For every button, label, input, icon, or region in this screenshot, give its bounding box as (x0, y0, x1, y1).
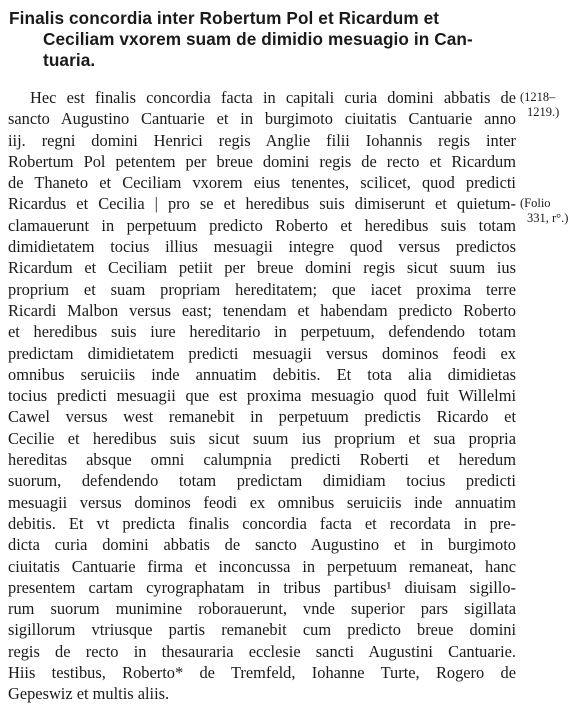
text-line: mesuagii versus dominos feodi ex omnibus seruiciis inde annuatim (8, 492, 516, 512)
text-line: ciuitatis Cantuarie firma et inconcussa in perpetuum remaneat, hanc (8, 556, 516, 576)
text-line: Hec est finalis concordia facta in capitali curia domini abbatis de (30, 88, 516, 107)
text-line: regis de recto in thesauraria ecclesie sancti Augustini Cantuarie. (8, 641, 516, 661)
text-line: proprium et suam propriam hereditatem; que iacet proxima terre (8, 279, 516, 299)
text-line: suorum, defendendo totam predictam dimidiam tocius predicti (8, 471, 516, 491)
text-line: debitis. Et vt predicta finalis concordia facta et recordata in pre- (8, 513, 516, 533)
text-line: Ricardum et Ceciliam petiit per breue domini regis sicut suum ius (8, 258, 516, 278)
text-line: sancto Augustino Cantuarie et in burgimoto ciuitatis Cantuarie anno (8, 109, 516, 129)
margin-note-line: 1219.) (527, 105, 560, 119)
text-line: Robertum Pol petentem per breue domini regis de recto et Ricardum (8, 151, 516, 171)
charter-text (8, 87, 516, 705)
text-line: presentem cartam cyrographatam in tribus partibus¹ diuisam sigillo- (8, 577, 516, 597)
text-line: Ricardi Malbon versus east; tenendam et habendam predicto Roberto (8, 300, 516, 320)
text-line: sigillorum vtriusque partis remanebit cum predicto breue domini (8, 620, 516, 640)
margin-note-line: (1218– (520, 90, 556, 104)
margin-note-line: 331, r°.) (527, 211, 569, 225)
text-line: dimidietatem tocius illius mesuagii integre quod versus predictos (8, 237, 516, 257)
text-line: Cawel versus west remanebit in perpetuum predictis Ricardo et (8, 407, 516, 427)
text-line: iij. regni domini Henrici regis Anglie filii Iohannis regis inter (8, 130, 516, 150)
heading-line: Finalis concordia inter Robertum Pol et Ricardum et (9, 8, 440, 28)
margin-date-note (520, 90, 559, 120)
text-line: clamauerunt in perpetuum predicto Roberto et heredibus suis totam (8, 215, 516, 235)
heading-line: tuaria. (43, 50, 96, 70)
text-line: tocius predicti mesuagii que est proxima mesuagio quod fuit Willelmi (8, 386, 516, 406)
margin-note-line: (Folio (520, 196, 551, 210)
text-line: et heredibus suis iure hereditario in perpetuum, defendendo totam (8, 322, 516, 342)
text-line: Ricardus et Cecilia | pro se et heredibus suis dimiserunt et quietum- (8, 194, 516, 214)
text-line: omnibus seruiciis inde annuatim debitis. Et tota alia dimidietas (8, 364, 516, 384)
text-line: rum suorum munimine roborauerunt, vnde superior pars sigillata (8, 599, 516, 619)
text-line: hereditas absque omni calumpnia predicti Roberti et heredum (8, 450, 516, 470)
text-line: Gepeswiz et multis aliis. (8, 684, 170, 704)
margin-folio-note (520, 196, 568, 226)
document-heading (9, 8, 554, 71)
text-line: predictam dimidietatem predicti mesuagii versus dominos feodi ex (8, 343, 516, 363)
text-line: dicta curia domini abbatis de sancto Augustino et in burgimoto (8, 535, 516, 555)
heading-line: Ceciliam vxorem suam de dimidio mesuagio in Can- (43, 29, 473, 49)
text-line: Hiis testibus, Roberto* de Tremfeld, Iohanne Turte, Rogero de (8, 663, 516, 683)
text-line: de Thaneto et Ceciliam vxorem eius tenentes, scilicet, quod predicti (8, 173, 516, 193)
text-line: Cecilie et heredibus suis sicut suum ius proprium et sua propria (8, 428, 516, 448)
